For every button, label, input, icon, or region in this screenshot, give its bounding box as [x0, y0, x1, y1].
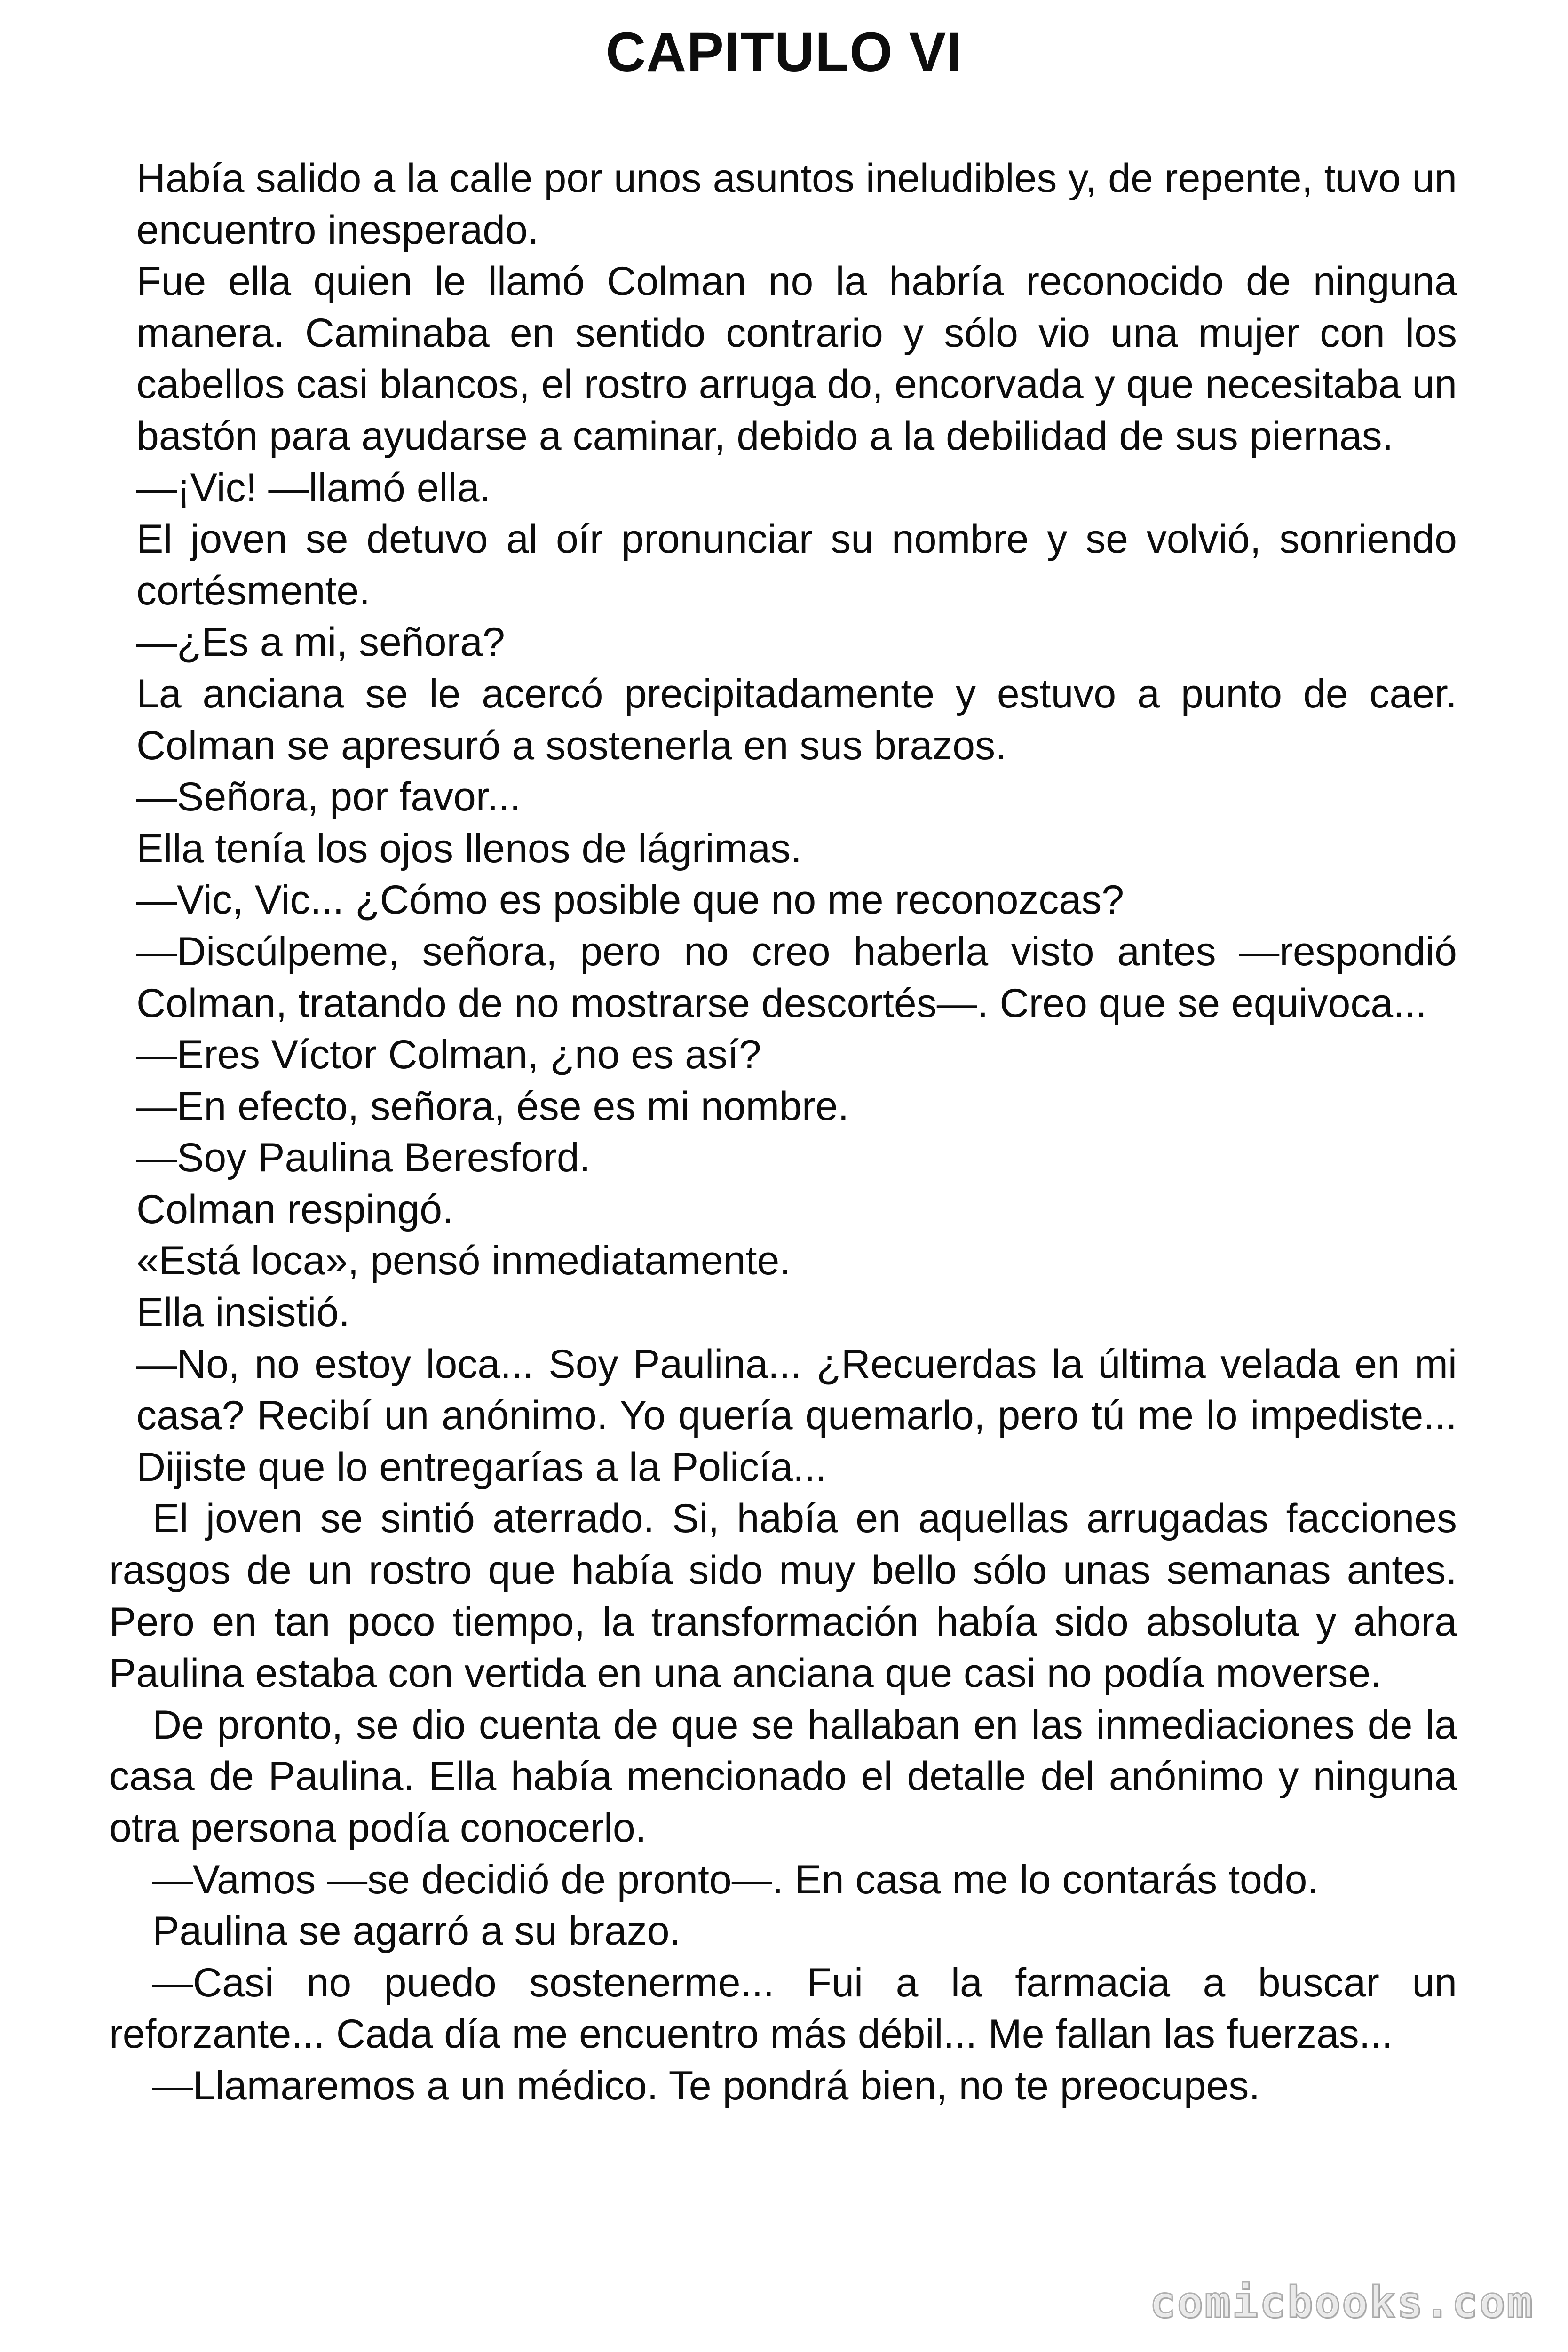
paragraph-13: —Soy Paulina Beresford. [136, 1135, 591, 1181]
paragraph-20: —Vamos —se decidió de pronto—. En casa me lo contarás todo. [152, 1857, 1319, 1902]
watermark: comicbooks.com [1149, 2277, 1534, 2328]
chapter-body [0, 153, 1568, 2112]
paragraph-7: —Señora, por favor... [136, 774, 521, 820]
paragraph-14: Colman respingó. [136, 1186, 454, 1232]
paragraph-12: —En efecto, señora, ése es mi nombre. [136, 1083, 849, 1129]
paragraph-11: —Eres Víctor Colman, ¿no es así? [136, 1032, 761, 1078]
paragraph-2: Fue ella quien le llamó Colman no la habría reconocido de ninguna manera. Caminaba en sentido contrario y sólo vio una mujer con los cabellos casi blancos, el rostro arruga do, encorvada y que necesitaba un bastón para ayudarse a caminar, debido a la debilidad de sus piernas. [136, 259, 1457, 459]
paragraph-9: —Vic, Vic... ¿Cómo es posible que no me reconozcas? [136, 877, 1125, 923]
paragraph-23: —Llamaremos a un médico. Te pondrá bien, no te preocupes. [152, 2063, 1260, 2108]
paragraph-3: —¡Vic! —llamó ella. [136, 465, 491, 510]
paragraph-19: De pronto, se dio cuenta de que se hallaban en las inmediaciones de la casa de Paulina. Ella había mencionado el detalle del anónimo y ninguna otra persona podía conocerlo. [109, 1702, 1457, 1851]
paragraph-16: Ella insistió. [136, 1290, 350, 1335]
paragraph-17: —No, no estoy loca... Soy Paulina... ¿Recuerdas la última velada en mi casa? Recibí un anónimo. Yo quería quemarlo, pero tú me lo impediste... Dijiste que lo entregarías a la Policía... [136, 1341, 1457, 1490]
chapter-title: CAPITULO VI [605, 21, 963, 83]
paragraph-5: —¿Es a mi, señora? [136, 620, 505, 665]
paragraph-4: El joven se detuvo al oír pronunciar su nombre y se volvió, sonriendo cortésmente. [136, 516, 1457, 613]
paragraph-21: Paulina se agarró a su brazo. [152, 1908, 681, 1954]
paragraph-10: —Discúlpeme, señora, pero no creo haberla visto antes —respondió Colman, tratando de no mostrarse descortés—. Creo que se equivoca... [136, 929, 1457, 1026]
paragraph-6: La anciana se le acercó precipitadamente y estuvo a punto de caer. Colman se apresuró a sostenerla en sus brazos. [136, 671, 1457, 768]
paragraph-8: Ella tenía los ojos llenos de lágrimas. [136, 826, 802, 871]
paragraph-22: —Casi no puedo sostenerme... Fui a la farmacia a buscar un reforzante... Cada día me encuentro más débil... Me fallan las fuerzas... [109, 1960, 1457, 2057]
paragraph-15: «Está loca», pensó inmediatamente. [136, 1238, 791, 1284]
paragraph-18: El joven se sintió aterrado. Si, había en aquellas arrugadas facciones rasgos de un rostro que había sido muy bello sólo unas semanas antes. Pero en tan poco tiempo, la transformación había sido absoluta y ahora Paulina estaba con vertida en una anciana que casi no podía moverse. [109, 1496, 1457, 1696]
paragraph-1: Había salido a la calle por unos asuntos ineludibles y, de repente, tuvo un encuentro inesperado. [136, 156, 1457, 253]
